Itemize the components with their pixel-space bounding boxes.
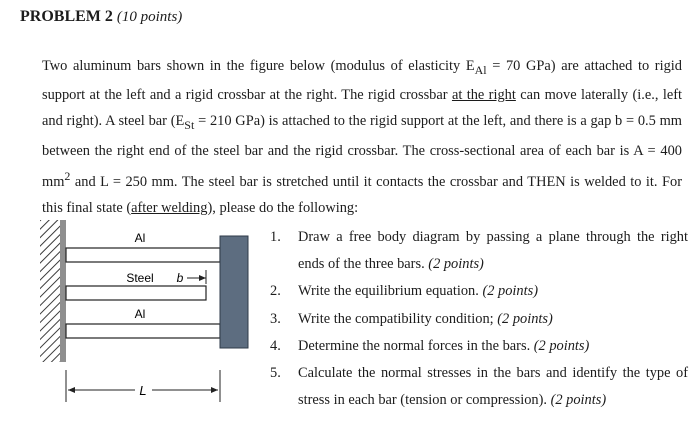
text-run: = 210 GPa) is attached to the rigid support at the left, and there is a gap b = 0.5 mm between the right end of the steel bar and the rigid crossbar. The cross-sectional area of each bar is A = 400 mm [42, 113, 682, 190]
problem-points: (10 points) [116, 9, 183, 25]
task-text: Write the compatibility condition; [298, 310, 498, 327]
task-item [270, 224, 688, 278]
task-item [270, 333, 688, 360]
task-number: 1. [270, 229, 281, 245]
task-item [270, 278, 688, 305]
task-points: (2 points) [533, 337, 590, 354]
task-item [270, 360, 688, 414]
task-text: Draw a free body diagram by passing a plane through the right ends of the three bars. [298, 229, 688, 273]
text-run: Two aluminum bars shown in the figure below (modulus of elasticity E [42, 58, 475, 74]
steel-label: Steel [126, 271, 154, 285]
text-run: and L = 250 mm. The steel bar is stretched until it contacts the crossbar and THEN is welded to it. For this final state ( [42, 173, 682, 216]
task-number: 2. [270, 283, 281, 300]
text-run: = 70 GPa) are attached to rigid support at the left and a rigid crossbar at the right. The rigid crossbar [42, 58, 682, 104]
task-number: 5. [270, 365, 281, 382]
task-points: (2 points) [497, 310, 553, 327]
bar-assembly-figure [40, 220, 280, 410]
task-text: Write the equilibrium equation. [298, 283, 483, 300]
bottom-aluminum-bar [66, 324, 220, 338]
rigid-crossbar [220, 236, 248, 348]
task-points: (2 points) [428, 256, 484, 273]
bottom-al-label: Al [134, 307, 146, 321]
task-list [270, 224, 688, 414]
underlined-text: after welding [131, 199, 208, 216]
task-points: (2 points) [550, 392, 607, 409]
task-text: Calculate the normal stresses in the bars and identify the type of stress in each bar (tension or compression). [298, 365, 688, 409]
problem-label: PROBLEM 2 [20, 8, 113, 25]
steel-bar [66, 286, 206, 300]
text-run: ), please do the following: [207, 199, 359, 216]
problem-paragraph [42, 54, 682, 221]
problem-statement [42, 54, 682, 221]
task-number: 4. [270, 337, 281, 354]
gap-label: b [176, 271, 184, 285]
superscript: 2 [64, 169, 71, 184]
length-label: L [139, 383, 147, 398]
task-number: 3. [270, 310, 281, 327]
problem-heading [20, 8, 182, 26]
text-run: can move laterally (i.e., left and right). A steel bar (E [42, 87, 683, 130]
subscript-al: Al [474, 62, 487, 77]
top-al-label: Al [134, 231, 146, 245]
task-points: (2 points) [482, 283, 539, 300]
underlined-text: at the right [451, 87, 516, 104]
support-hatching [40, 220, 60, 362]
left-rigid-support [60, 220, 66, 362]
top-aluminum-bar [66, 248, 220, 262]
task-item [270, 306, 688, 333]
subscript-st: St [184, 117, 195, 132]
task-text: Determine the normal forces in the bars. [298, 337, 534, 354]
